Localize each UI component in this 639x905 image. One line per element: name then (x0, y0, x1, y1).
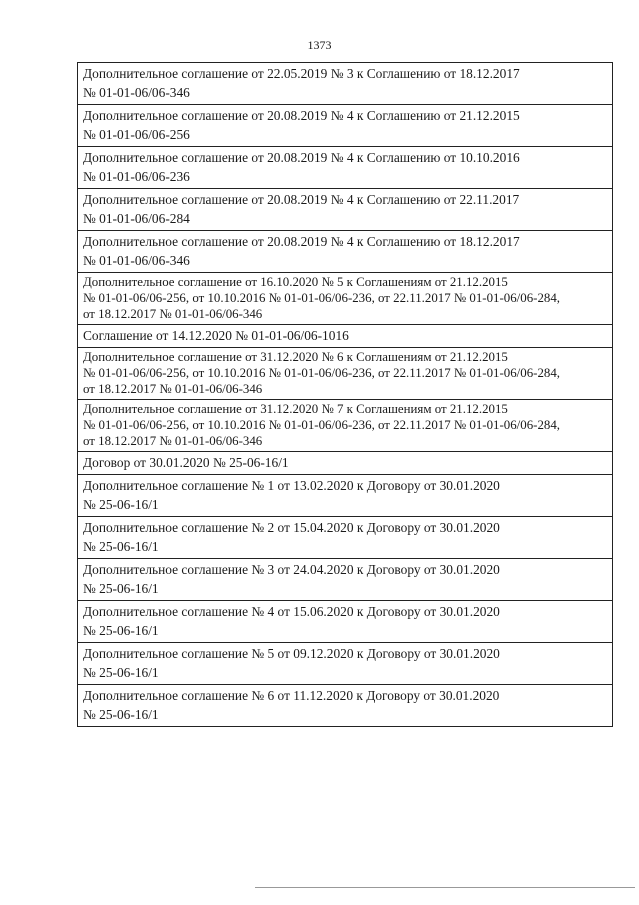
cell-text-line: Дополнительное соглашение от 20.08.2019 № 4 к Соглашению от 21.12.2015 (83, 108, 520, 123)
table-row (78, 452, 613, 475)
cell-text-line: Договор от 30.01.2020 № 25-06-16/1 (83, 455, 289, 470)
table-cell (78, 685, 613, 727)
table-cell (78, 475, 613, 517)
cell-text-line: Дополнительное соглашение от 20.08.2019 № 4 к Соглашению от 18.12.2017 (83, 234, 520, 249)
table-cell (78, 559, 613, 601)
cell-text-line: № 25-06-16/1 (83, 581, 159, 596)
table-row (78, 348, 613, 400)
agreements-table (77, 62, 613, 727)
table-row (78, 147, 613, 189)
table-cell (78, 348, 613, 400)
table-row (78, 400, 613, 452)
table-cell (78, 273, 613, 325)
table-row (78, 63, 613, 105)
cell-text-line: № 25-06-16/1 (83, 623, 159, 638)
cell-text-line: № 01-01-06/06-346 (83, 85, 190, 100)
table-cell (78, 63, 613, 105)
cell-text-line: Дополнительное соглашение от 22.05.2019 № 3 к Соглашению от 18.12.2017 (83, 66, 520, 81)
table-cell (78, 325, 613, 348)
table-cell (78, 231, 613, 273)
cell-text-line: Дополнительное соглашение № 3 от 24.04.2020 к Договору от 30.01.2020 (83, 562, 500, 577)
cell-text-line: Дополнительное соглашение от 16.10.2020 № 5 к Соглашениям от 21.12.2015 (83, 275, 508, 289)
table-row (78, 231, 613, 273)
table-row (78, 273, 613, 325)
table-row (78, 643, 613, 685)
table-row (78, 517, 613, 559)
table-row (78, 601, 613, 643)
cell-text-line: от 18.12.2017 № 01-01-06/06-346 (83, 434, 263, 448)
cell-text-line: № 01-01-06/06-284 (83, 211, 190, 226)
cell-text-line: Дополнительное соглашение от 20.08.2019 № 4 к Соглашению от 10.10.2016 (83, 150, 520, 165)
table-row (78, 475, 613, 517)
cell-text-line: № 01-01-06/06-256, от 10.10.2016 № 01-01-06/06-236, от 22.11.2017 № 01-01-06/06-284, (83, 418, 560, 432)
table-cell (78, 105, 613, 147)
cell-text-line: № 01-01-06/06-236 (83, 169, 190, 184)
cell-text-line: Дополнительное соглашение № 2 от 15.04.2020 к Договору от 30.01.2020 (83, 520, 500, 535)
table-cell (78, 643, 613, 685)
cell-text-line: Дополнительное соглашение № 5 от 09.12.2020 к Договору от 30.01.2020 (83, 646, 500, 661)
table-cell (78, 452, 613, 475)
cell-text-line: № 01-01-06/06-256, от 10.10.2016 № 01-01-06/06-236, от 22.11.2017 № 01-01-06/06-284, (83, 291, 560, 305)
table-cell (78, 400, 613, 452)
table-cell (78, 147, 613, 189)
cell-text-line: Дополнительное соглашение от 31.12.2020 № 7 к Соглашениям от 21.12.2015 (83, 402, 508, 416)
table-row (78, 325, 613, 348)
cell-text-line: № 25-06-16/1 (83, 707, 159, 722)
table-row (78, 189, 613, 231)
page-number: 1373 (307, 38, 332, 52)
cell-text-line: Дополнительное соглашение от 31.12.2020 № 6 к Соглашениям от 21.12.2015 (83, 350, 508, 364)
table-cell (78, 189, 613, 231)
cell-text-line: № 25-06-16/1 (83, 497, 159, 512)
table-cell (78, 517, 613, 559)
table-row (78, 105, 613, 147)
cell-text-line: № 25-06-16/1 (83, 539, 159, 554)
table-row (78, 559, 613, 601)
cell-text-line: от 18.12.2017 № 01-01-06/06-346 (83, 382, 263, 396)
cell-text-line: № 01-01-06/06-256, от 10.10.2016 № 01-01-06/06-236, от 22.11.2017 № 01-01-06/06-284, (83, 366, 560, 380)
cell-text-line: № 01-01-06/06-346 (83, 253, 190, 268)
cell-text-line: Дополнительное соглашение № 1 от 13.02.2020 к Договору от 30.01.2020 (83, 478, 500, 493)
cell-text-line: Дополнительное соглашение от 20.08.2019 № 4 к Соглашению от 22.11.2017 (83, 192, 520, 207)
table-cell (78, 601, 613, 643)
cell-text-line: от 18.12.2017 № 01-01-06/06-346 (83, 307, 263, 321)
cell-text-line: Соглашение от 14.12.2020 № 01-01-06/06-1016 (83, 328, 349, 343)
agreements-table-body (78, 63, 613, 727)
cell-text-line: № 25-06-16/1 (83, 665, 159, 680)
cell-text-line: № 01-01-06/06-256 (83, 127, 190, 142)
table-row (78, 685, 613, 727)
cell-text-line: Дополнительное соглашение № 6 от 11.12.2020 к Договору от 30.01.2020 (83, 688, 500, 703)
scan-artifact-line (255, 887, 635, 888)
cell-text-line: Дополнительное соглашение № 4 от 15.06.2020 к Договору от 30.01.2020 (83, 604, 500, 619)
